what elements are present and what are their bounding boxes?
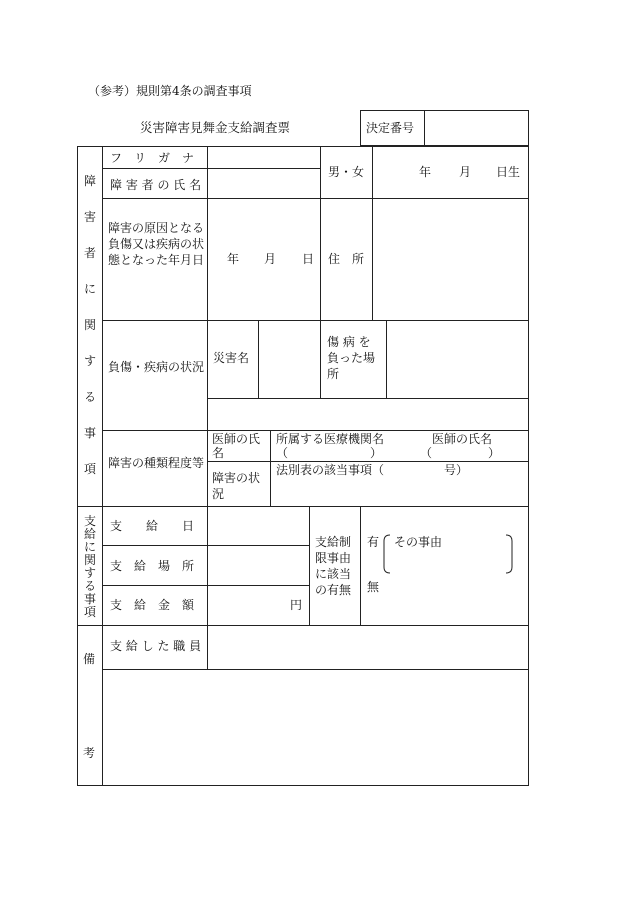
institution-paren-open: （ [276, 446, 289, 460]
pay-amount-input[interactable] [209, 587, 289, 623]
injury-place-right [386, 320, 387, 398]
s2-value-divider [309, 506, 310, 625]
gender-label[interactable]: 男・女 [328, 165, 365, 179]
staff-input[interactable] [209, 627, 527, 668]
doctor-col-divider [270, 430, 271, 506]
section2-char: 支 [83, 514, 96, 528]
name-input[interactable] [209, 170, 318, 197]
section2-char: 事 [83, 592, 96, 606]
section2-char: 項 [83, 605, 96, 619]
section2-char: る [83, 579, 96, 593]
birth-day-label: 日生 [496, 165, 521, 179]
reason-label: その事由 [394, 535, 443, 549]
restriction-label: 支給制限事由に該当の有無 [315, 535, 352, 597]
injury-place-left [320, 320, 321, 398]
gender-col-left [320, 146, 321, 320]
section2-char: 関 [83, 553, 96, 567]
s2-restriction-divider [360, 506, 361, 625]
injury-row-bottom [102, 430, 529, 431]
pay-date-row-line [102, 545, 309, 546]
remarks-label-top: 備 [83, 652, 96, 666]
restriction-no[interactable]: 無 [367, 580, 380, 594]
institution-header: 所属する医療機関名 [276, 432, 385, 446]
doctor-paren-open: （ [420, 446, 433, 460]
pay-place-input[interactable] [209, 547, 307, 583]
doctor-row-bottom [207, 461, 529, 462]
form-title: 災害障害見舞金支給調査票 [140, 120, 291, 135]
decision-number-label: 決定番号 [366, 121, 415, 135]
section1-char: 事 [83, 426, 96, 440]
disaster-name-divider [258, 320, 259, 398]
disaster-name-label: 災害名 [213, 351, 250, 365]
name-row-bottom [102, 198, 529, 199]
cause-row-bottom [102, 320, 529, 321]
pay-date-input[interactable] [209, 508, 307, 543]
injury-inner-line [207, 398, 529, 399]
injury-status-label: 負傷・疾病の状況 [108, 360, 205, 374]
address-label: 住 所 [328, 252, 365, 266]
cause-year-label: 年 [227, 252, 240, 266]
pay-amount-label: 支 給 金 額 [110, 598, 195, 612]
pay-place-row-line [102, 585, 309, 586]
section1-char: 害 [83, 210, 96, 224]
s2-label-divider [207, 506, 208, 625]
s1-col-label-divider [207, 146, 208, 506]
staff-label: 支 給 し た 職 員 [110, 639, 202, 653]
section1-char: す [83, 354, 96, 368]
furigana-row-line [102, 168, 320, 169]
left-label-divider [102, 146, 103, 786]
cause-day-label: 日 [302, 252, 315, 266]
doctor-header: 医師の氏名 [432, 432, 493, 446]
section1-char: に [83, 282, 96, 296]
furigana-input[interactable] [209, 148, 318, 167]
degree-label: 障害の種類程度等 [108, 456, 205, 470]
birth-month-label: 月 [459, 165, 472, 179]
name-label: 障 害 者 の 氏 名 [110, 178, 202, 192]
section-divider-2 [77, 625, 529, 626]
address-input[interactable] [374, 200, 527, 318]
section1-char: 障 [83, 174, 96, 188]
staff-divider [207, 625, 208, 669]
doctor-paren-close: ） [488, 446, 501, 460]
yen-unit: 円 [290, 598, 303, 612]
reference-note: （参考）規則第4条の調査事項 [88, 84, 252, 98]
doctor-name-label: 医師の氏名 [212, 432, 261, 460]
remarks-label-bottom: 考 [83, 746, 96, 760]
remarks-area[interactable] [104, 671, 527, 784]
section-divider-1 [77, 506, 529, 507]
institution-paren-close: ） [370, 446, 383, 460]
birth-year-label: 年 [419, 165, 432, 179]
annex-table-label: 法別表の該当事項（ 号） [276, 463, 469, 477]
pay-place-label: 支 給 場 所 [110, 559, 195, 573]
restriction-yes[interactable]: 有 [367, 535, 380, 549]
cause-month-label: 月 [264, 252, 277, 266]
section2-char: す [83, 566, 96, 580]
section2-label [82, 512, 98, 619]
furigana-label: フ リ ガ ナ [110, 151, 195, 165]
section2-char: に [83, 540, 96, 554]
injury-place-label: 傷 病 を 負った場 所 [327, 335, 376, 381]
gender-col-right [372, 146, 373, 320]
decision-divider [424, 110, 425, 146]
section2-char: 給 [83, 527, 96, 541]
disability-status-label: 障害の状況 [212, 471, 261, 501]
section1-char: 者 [83, 246, 96, 260]
cause-date-label: 障害の原因となる負傷又は疾病の状態となった年月日 [108, 221, 205, 267]
section1-char: 関 [83, 318, 96, 332]
section1-char: 項 [83, 462, 96, 476]
section1-label [82, 172, 98, 496]
staff-row-bottom [102, 669, 529, 670]
section1-char: る [83, 390, 96, 404]
pay-date-label: 支 給 日 [110, 519, 195, 533]
